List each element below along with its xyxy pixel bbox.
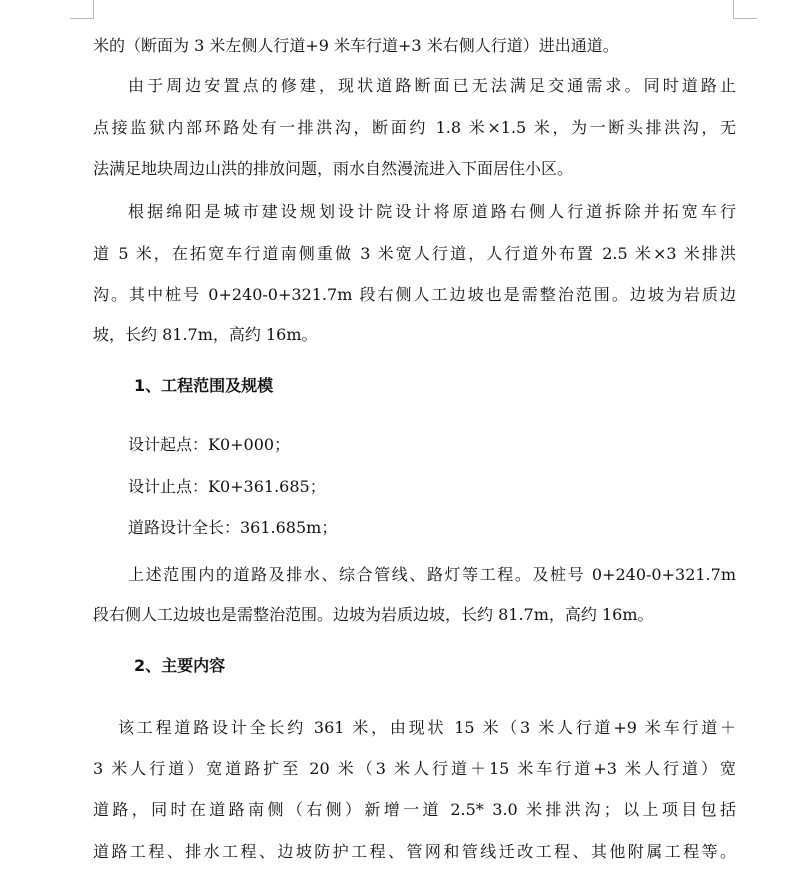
margin-corner-mark-left xyxy=(93,0,94,18)
margin-corner-mark-left-horizontal xyxy=(70,18,94,19)
paragraph-line: 上述范围内的道路及排水、综合管线、路灯等工程。及桩号 0+240-0+321.7m xyxy=(128,565,736,584)
paragraph-line: 道 5 米，在拓宽车行道南侧重做 3 米宽人行道，人行道外布置 2.5 米×3 米排洪 xyxy=(93,244,736,263)
section-heading-scope: 1、工程范围及规模 xyxy=(134,376,274,395)
margin-corner-mark-right xyxy=(733,0,734,18)
paragraph-line: 米的（断面为 3 米左侧人行道+9 米车行道+3 米右侧人行道）进出通道。 xyxy=(93,36,619,55)
paragraph-line: 道路，同时在道路南侧（右侧）新增一道 2.5* 3.0 米排洪沟；以上项目包括 xyxy=(93,800,736,819)
margin-corner-mark-right-horizontal xyxy=(733,18,757,19)
section-heading-main-content: 2、主要内容 xyxy=(134,656,226,675)
paragraph-line: 3 米人行道）宽道路扩至 20 米（3 米人行道＋15 米车行道+3 米人行道）宽 xyxy=(93,759,736,778)
paragraph-line: 沟。其中桩号 0+240-0+321.7m 段右侧人工边坡也是需整治范围。边坡为岩质边 xyxy=(93,285,736,304)
paragraph-line: 根据绵阳是城市建设规划设计院设计将原道路右侧人行道拆除并拓宽车行 xyxy=(128,202,736,221)
road-total-length: 道路设计全长：361.685m； xyxy=(128,518,338,537)
paragraph-line: 由于周边安置点的修建，现状道路断面已无法满足交通需求。同时道路止 xyxy=(128,76,736,95)
paragraph-line: 道路工程、排水工程、边坡防护工程、管网和管线迁改工程、其他附属工程等。 xyxy=(93,842,736,861)
paragraph-line: 点接监狱内部环路处有一排洪沟，断面约 1.8 米×1.5 米，为一断头排洪沟，无 xyxy=(93,118,736,137)
design-end-point: 设计止点：K0+361.685； xyxy=(128,477,326,496)
design-start-point: 设计起点：K0+000； xyxy=(128,435,291,454)
paragraph-line: 该工程道路设计全长约 361 米，由现状 15 米（3 米人行道+9 米车行道＋ xyxy=(118,718,736,737)
paragraph-line: 段右侧人工边坡也是需整治范围。边坡为岩质边坡，长约 81.7m，高约 16m。 xyxy=(93,605,654,624)
paragraph-line: 坡，长约 81.7m，高约 16m。 xyxy=(93,325,318,344)
paragraph-line: 法满足地块周边山洪的排放问题，雨水自然漫流进入下面居住小区。 xyxy=(93,159,574,178)
